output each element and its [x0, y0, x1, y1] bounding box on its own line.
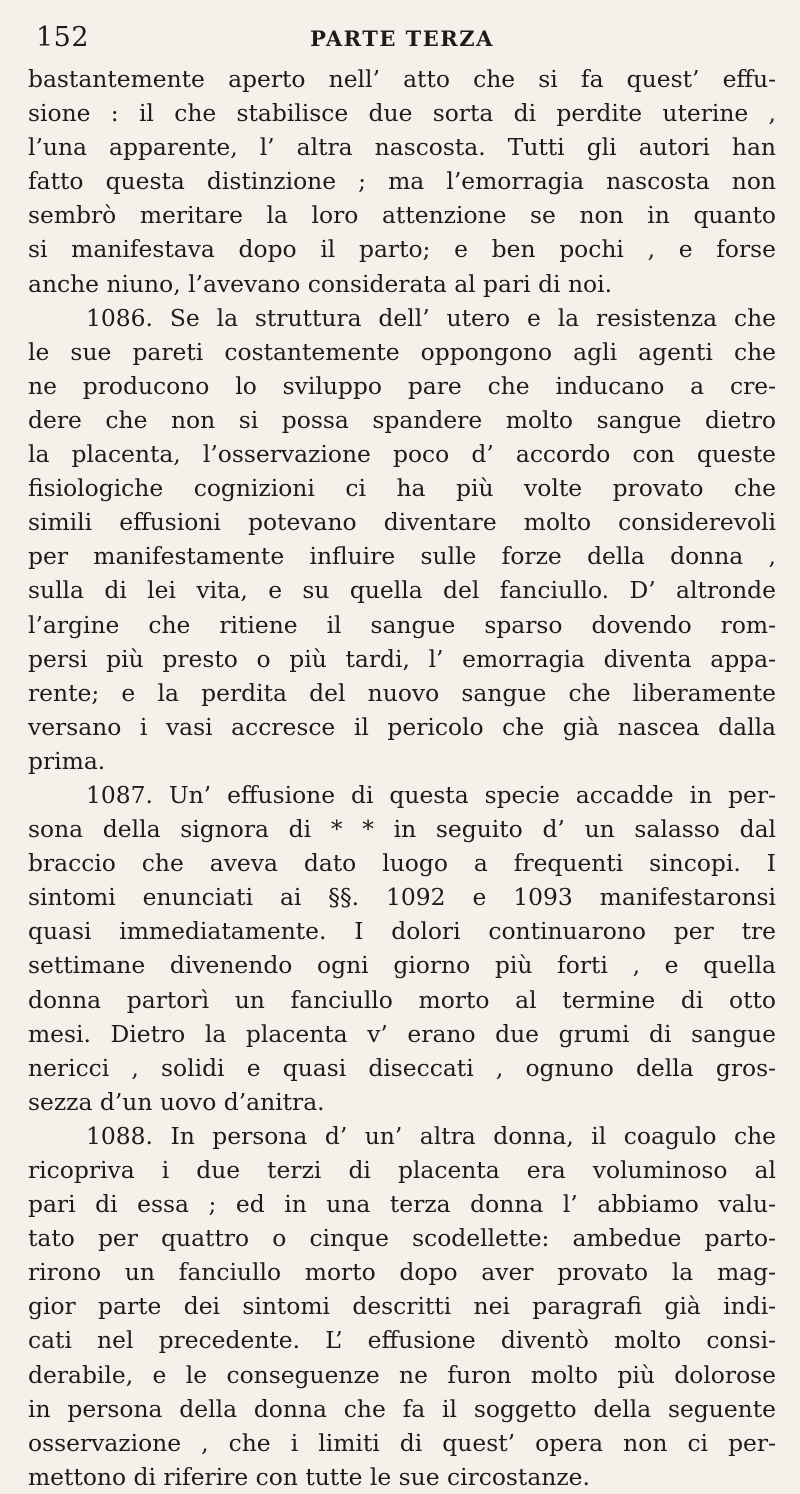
text-line: fatto questa distinzione ; ma l’emorragia nascosta non: [28, 167, 776, 196]
text-line: le sue pareti costantemente oppongono agli agenti che: [28, 337, 776, 366]
text-line: pari di essa ; ed in una terza donna l’ abbiamo valu-: [28, 1190, 776, 1219]
page-number: 152: [36, 22, 90, 53]
text-line: osservazione , che i limiti di quest’ opera non ci per-: [28, 1428, 776, 1457]
text-line: derabile, e le conseguenze ne furon molto più dolorose: [28, 1360, 776, 1389]
text-line: prima.: [28, 746, 106, 775]
text-line: in persona della donna che fa il soggetto della seguente: [28, 1394, 776, 1423]
text-line: sona della signora di * * in seguito d’ un salasso dal: [28, 815, 776, 844]
text-line: fisiologiche cognizioni ci ha più volte provato che: [28, 474, 776, 503]
text-line: mesi. Dietro la placenta v’ erano due grumi di sangue: [28, 1019, 776, 1048]
text-line: tato per quattro o cinque scodellette: ambedue parto-: [28, 1224, 776, 1253]
paragraph-first-line: 1086. Se la struttura dell’ utero e la resistenza che: [86, 303, 776, 332]
text-line: sione : il che stabilisce due sorta di perdite uterine ,: [28, 99, 776, 128]
text-line: ne producono lo sviluppo pare che inducano a cre-: [28, 371, 776, 400]
text-line: settimane divenendo ogni giorno più forti , e quella: [28, 951, 776, 980]
text-line: ricopriva i due terzi di placenta era voluminoso al: [28, 1156, 776, 1184]
text-line: bastantemente aperto nell’ atto che si fa quest’ effu-: [28, 65, 776, 93]
text-line: rirono un fanciullo morto dopo aver provato la mag-: [28, 1258, 776, 1287]
text-line: la placenta, l’osservazione poco d’ accordo con queste: [28, 440, 776, 469]
text-line: donna partorì un fanciullo morto al termine di otto: [28, 985, 776, 1014]
text-line: anche niuno, l’avevano considerata al pari di noi.: [28, 269, 613, 298]
text-line: l’una apparente, l’ altra nascosta. Tutti gli autori han: [28, 133, 776, 162]
body-text: [28, 62, 776, 1494]
text-line: braccio che aveva dato luogo a frequenti sincopi. I: [28, 849, 776, 878]
text-line: sulla di lei vita, e su quella del fanciullo. D’ altronde: [28, 576, 776, 605]
text-line: persi più presto o più tardi, l’ emorragia diventa appa-: [28, 644, 776, 673]
text-line: gior parte dei sintomi descritti nei paragrafi già indi-: [28, 1292, 776, 1321]
text-line: sembrò meritare la loro attenzione se non in quanto: [28, 201, 776, 230]
text-line: mettono di riferire con tutte le sue circostanze.: [28, 1462, 590, 1491]
text-line: dere che non si possa spandere molto sangue dietro: [28, 405, 776, 434]
text-line: l’argine che ritiene il sangue sparso dovendo rom-: [28, 610, 776, 639]
text-line: rente; e la perdita del nuovo sangue che liberamente: [28, 678, 776, 707]
text-line: cati nel precedente. L’ effusione diventò molto consi-: [28, 1326, 776, 1355]
paragraph-first-line: 1088. In persona d’ un’ altra donna, il coagulo che: [86, 1121, 776, 1150]
text-line: simili effusioni potevano diventare molto considerevoli: [28, 508, 776, 537]
text-line: versano i vasi accresce il pericolo che già nascea dalla: [28, 712, 776, 741]
text-line: quasi immediatamente. I dolori continuarono per tre: [28, 917, 776, 946]
section-title: PARTE TERZA: [310, 26, 494, 51]
text-line: per manifestamente influire sulle forze della donna ,: [28, 542, 776, 571]
text-line: sezza d’un uovo d’anitra.: [28, 1087, 325, 1116]
paragraph-first-line: 1087. Un’ effusione di questa specie accadde in per-: [86, 780, 776, 809]
text-line: nericci , solidi e quasi diseccati , ognuno della gros-: [28, 1053, 776, 1082]
text-line: sintomi enunciati ai §§. 1092 e 1093 manifestaronsi: [28, 883, 776, 912]
text-line: si manifestava dopo il parto; e ben pochi , e forse: [28, 235, 776, 264]
running-head: [28, 18, 776, 58]
